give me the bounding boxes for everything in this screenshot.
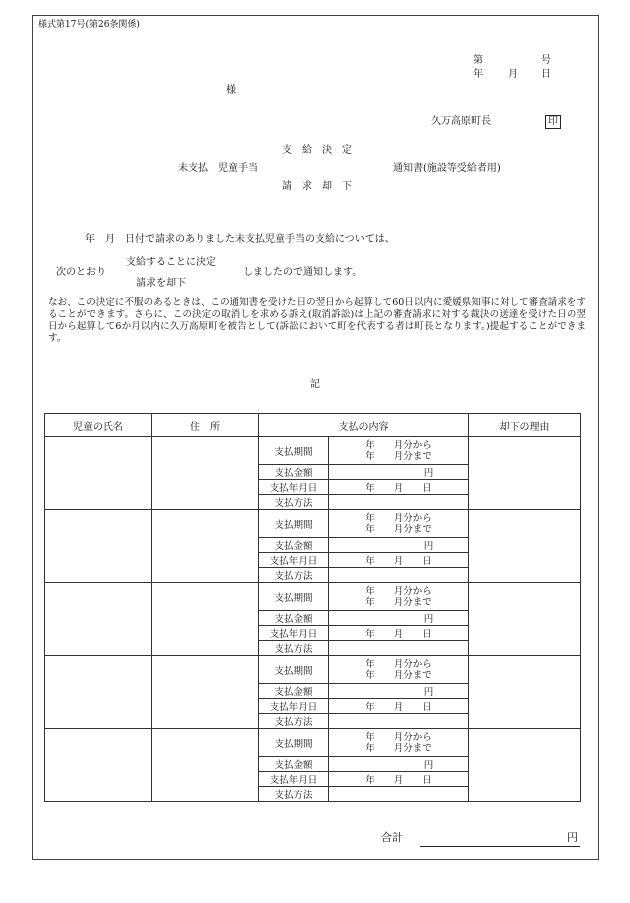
- number-label: 第: [473, 55, 483, 66]
- date-day: 日: [541, 69, 551, 80]
- period-value[interactable]: 年 月分から 年 月分まで: [329, 510, 469, 538]
- reject-reason-cell[interactable]: [469, 437, 581, 510]
- label-amount: 支払金額: [259, 757, 329, 772]
- child-name-cell[interactable]: [45, 583, 152, 656]
- method-value[interactable]: [329, 787, 469, 802]
- label-period: 支払期間: [259, 729, 329, 757]
- reject-reason-cell[interactable]: [469, 729, 581, 802]
- method-value[interactable]: [329, 641, 469, 656]
- title-prefix: 未支払 児童手当: [178, 163, 258, 174]
- child-name-cell[interactable]: [45, 656, 152, 729]
- table-row: [45, 656, 581, 684]
- period-value[interactable]: 年 月分から 年 月分まで: [329, 437, 469, 465]
- address-cell[interactable]: [152, 437, 259, 510]
- period-value[interactable]: 年 月分から 年 月分まで: [329, 656, 469, 684]
- header-reject-reason: 却下の理由: [469, 414, 581, 437]
- header-payment-content: 支払の内容: [259, 414, 469, 437]
- table-row: [45, 437, 581, 465]
- period-value[interactable]: 年 月分から 年 月分まで: [329, 729, 469, 757]
- reject-reason-cell[interactable]: [469, 583, 581, 656]
- pay-date-value[interactable]: 年 月 日: [329, 626, 469, 641]
- total-label: 合計: [381, 831, 403, 844]
- pay-date-value[interactable]: 年 月 日: [329, 772, 469, 787]
- date-month: 月: [508, 69, 518, 80]
- amount-value[interactable]: 円: [329, 684, 469, 699]
- label-period: 支払期間: [259, 656, 329, 684]
- amount-value[interactable]: 円: [329, 757, 469, 772]
- header-child-name: 児童の氏名: [45, 414, 152, 437]
- label-amount: 支払金額: [259, 465, 329, 480]
- body-end: しましたので通知します。: [243, 267, 363, 278]
- label-method: 支払方法: [259, 495, 329, 510]
- child-name-cell[interactable]: [45, 510, 152, 583]
- label-pay-date: 支払年月日: [259, 626, 329, 641]
- pay-date-value[interactable]: 年 月 日: [329, 480, 469, 495]
- label-method: 支払方法: [259, 787, 329, 802]
- seal-mark: 印: [545, 115, 561, 129]
- total-field[interactable]: [420, 846, 580, 847]
- label-method: 支払方法: [259, 714, 329, 729]
- payment-table: [44, 413, 581, 802]
- option-approve: 支給することに決定: [126, 257, 216, 268]
- amount-value[interactable]: 円: [329, 465, 469, 480]
- addressee-suffix: 様: [226, 85, 236, 96]
- ki-heading: 記: [310, 379, 320, 390]
- child-name-cell[interactable]: [45, 729, 152, 802]
- table-header-row: [45, 414, 581, 437]
- label-amount: 支払金額: [259, 538, 329, 553]
- label-amount: 支払金額: [259, 611, 329, 626]
- label-period: 支払期間: [259, 510, 329, 538]
- method-value[interactable]: [329, 495, 469, 510]
- reject-reason-cell[interactable]: [469, 510, 581, 583]
- date-year: 年: [473, 69, 483, 80]
- address-cell[interactable]: [152, 656, 259, 729]
- label-amount: 支払金額: [259, 684, 329, 699]
- title-line-reject: 請 求 却 下: [282, 181, 352, 192]
- label-period: 支払期間: [259, 583, 329, 611]
- appeal-notice: なお、この決定に不服のあるときは、この通知書を受けた日の翌日から起算して60日以内に愛媛県知事に対して審査請求をすることができます。さらに、この決定の取消しを求める訴え(取消訴訟)は上記の審査請求に対する裁決の送達を受けた日の翌日から起算して6か月以内に久万高原町を被告として(訴訟において町を代表する者は町長となります。)提起することができます。: [48, 297, 586, 344]
- method-value[interactable]: [329, 568, 469, 583]
- form-number: 様式第17号(第26条関係): [38, 20, 140, 30]
- address-cell[interactable]: [152, 583, 259, 656]
- table-row: [45, 729, 581, 757]
- title-line-approve: 支 給 決 定: [282, 145, 352, 156]
- title-suffix: 通知書(施設等受給者用): [393, 163, 501, 174]
- label-method: 支払方法: [259, 641, 329, 656]
- pay-date-value[interactable]: 年 月 日: [329, 553, 469, 568]
- label-period: 支払期間: [259, 437, 329, 465]
- address-cell[interactable]: [152, 729, 259, 802]
- issuer: 久万高原町長: [431, 116, 491, 127]
- table-row: [45, 583, 581, 611]
- option-reject: 請求を却下: [136, 278, 186, 289]
- body-intro: 年 月 日付で請求のありました未支払児童手当の支給については、: [85, 234, 395, 245]
- amount-value[interactable]: 円: [329, 611, 469, 626]
- table-row: [45, 510, 581, 538]
- method-value[interactable]: [329, 714, 469, 729]
- pay-date-value[interactable]: 年 月 日: [329, 699, 469, 714]
- address-cell[interactable]: [152, 510, 259, 583]
- label-method: 支払方法: [259, 568, 329, 583]
- amount-value[interactable]: 円: [329, 538, 469, 553]
- label-pay-date: 支払年月日: [259, 553, 329, 568]
- label-pay-date: 支払年月日: [259, 699, 329, 714]
- number-suffix: 号: [541, 55, 551, 66]
- total-unit: 円: [567, 831, 578, 844]
- header-address: 住 所: [152, 414, 259, 437]
- body-next: 次のとおり: [56, 267, 106, 278]
- label-pay-date: 支払年月日: [259, 772, 329, 787]
- period-value[interactable]: 年 月分から 年 月分まで: [329, 583, 469, 611]
- child-name-cell[interactable]: [45, 437, 152, 510]
- label-pay-date: 支払年月日: [259, 480, 329, 495]
- reject-reason-cell[interactable]: [469, 656, 581, 729]
